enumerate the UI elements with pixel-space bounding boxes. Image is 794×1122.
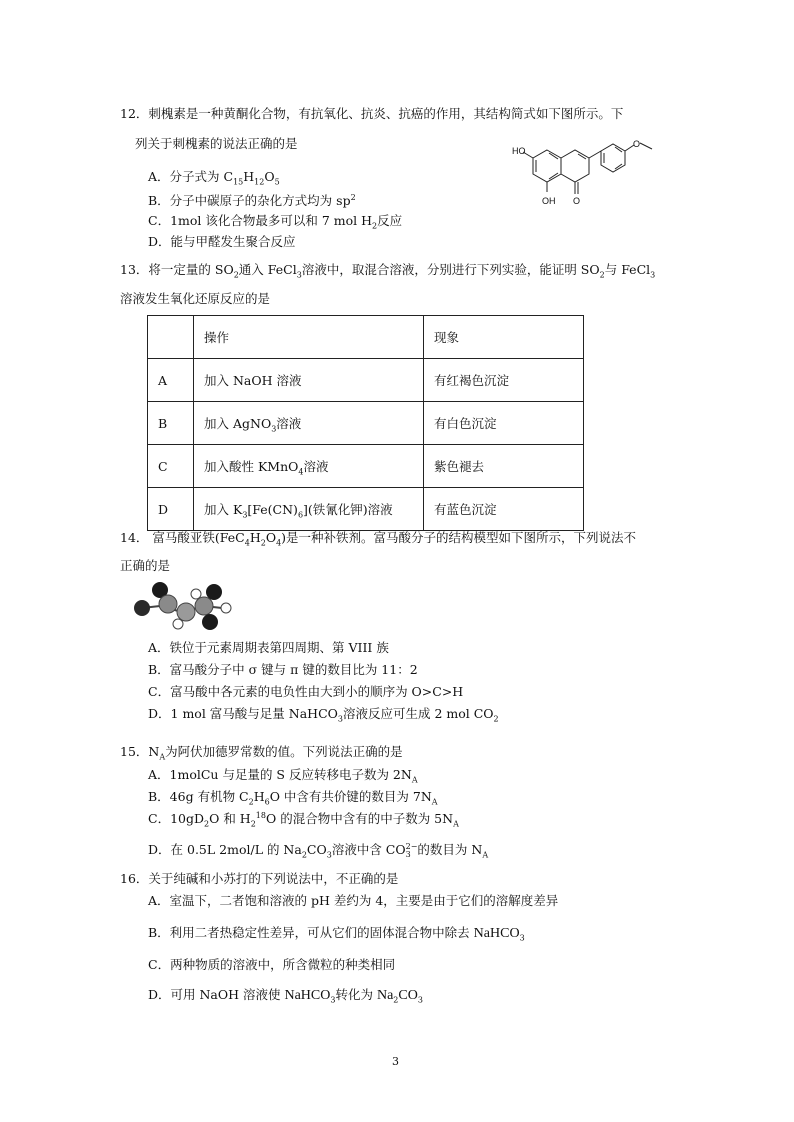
q12-option-a: A．分子式为 $C_{15}H_{12}O_5$	[148, 169, 280, 187]
table-row	[148, 488, 584, 531]
q13-stem-line1: 13．将一定量的 $SO_2$通入 FeCl$_3$溶液中，取混合溶液，分别进行下列实验，能证明 $SO_2$与 FeCl$_3$	[120, 262, 656, 280]
table-row-label: C	[148, 445, 194, 488]
table-row	[148, 445, 584, 488]
q16-option-c: C．两种物质的溶液中，所含微粒的种类相同	[148, 957, 396, 972]
q12-option-c: C．1mol 该化合物最多可以和 7 mol $H_2$反应	[148, 213, 403, 231]
q14-option-a: A．铁位于元素周期表第四周期、第 VIII 族	[148, 640, 389, 655]
table-cell-op: 加入酸性 KMnO$_4$溶液	[194, 445, 424, 488]
q15-stem: 15．$N_A$为阿伏加德罗常数的值。下列说法正确的是	[120, 744, 403, 762]
q16-stem: 16．关于纯碱和小苏打的下列说法中，不正确的是	[120, 871, 399, 886]
q14-option-c: C．富马酸中各元素的电负性由大到小的顺序为 O>C>H	[148, 684, 464, 699]
q14-stem-line2: 正确的是	[120, 558, 171, 573]
table-header-op: 操作	[194, 316, 424, 359]
q14-molecule-model	[128, 578, 238, 636]
table-row-label: D	[148, 488, 194, 531]
table-cell-op: 加入 $K_3[Fe(CN)_6]$(铁氰化钾)溶液	[194, 488, 424, 531]
q14-option-b: B．富马酸分子中 σ 键与 π 键的数目比为 11：2	[148, 662, 418, 677]
table-cell-op: 加入 NaOH 溶液	[194, 359, 424, 402]
q16-option-d: D．可用 NaOH 溶液使 NaHCO$_3$转化为 $Na_2CO_3$	[148, 987, 423, 1005]
q15-option-d: D．在 0.5L 2mol/L 的 $Na_2CO_3$溶液中含 CO 2− 3 的数目为 $N_A$	[148, 841, 489, 860]
table-cell-phen: 有白色沉淀	[424, 402, 584, 445]
q13-stem-line2: 溶液发生氧化还原反应的是	[120, 291, 271, 306]
table-header-phen: 现象	[424, 316, 584, 359]
q12-stem-line1: 12．刺槐素是一种黄酮化合物，有抗氧化、抗炎、抗癌的作用，其结构简式如下图所示。下	[120, 106, 624, 121]
q12-label-ho: HO	[512, 146, 526, 156]
q15-option-c: C．$10gD_2O$ 和 $H_2^{18}O$ 的混合物中含有的中子数为 $5N_A$	[148, 810, 459, 829]
table-row-label: A	[148, 359, 194, 402]
q12-label-o-methoxy: O	[633, 139, 641, 149]
page-number: 3	[392, 1055, 399, 1068]
table-row-label: B	[148, 402, 194, 445]
table-cell-phen: 有蓝色沉淀	[424, 488, 584, 531]
table-cell-op: 加入 AgNO$_3$溶液	[194, 402, 424, 445]
q12-label-oh: OH	[542, 196, 556, 206]
q15-option-b: B．46g 有机物 $C_2H_6O$ 中含有共价键的数目为 $7N_A$	[148, 789, 438, 807]
q14-stem-line1: 14． 富马酸亚铁$(FeC_4H_2O_4)$是一种补铁剂。富马酸分子的结构模型如下图所示，下列说法不	[120, 530, 637, 548]
table-cell-empty	[148, 316, 194, 359]
q16-option-b: B．利用二者热稳定性差异，可从它们的固体混合物中除去 NaHCO$_3$	[148, 925, 525, 943]
table-cell-phen: 有红褐色沉淀	[424, 359, 584, 402]
q15-option-a: A．1molCu 与足量的 S 反应转移电子数为 $2N_A$	[148, 767, 418, 785]
q16-option-a: A．室温下，二者饱和溶液的 pH 差约为 4，主要是由于它们的溶解度差异	[148, 893, 559, 908]
q14-option-d: D．1 mol 富马酸与足量 NaHCO$_3$溶液反应可生成 2 mol $CO_2$	[148, 706, 499, 724]
q13-table	[147, 315, 584, 531]
table-row	[148, 316, 584, 359]
table-row	[148, 402, 584, 445]
q12-structure-diagram	[512, 128, 672, 208]
table-row	[148, 359, 584, 402]
table-cell-phen: 紫色褪去	[424, 445, 584, 488]
q12-label-o-carbonyl: O	[573, 196, 581, 206]
q12-option-d: D．能与甲醛发生聚合反应	[148, 234, 296, 249]
q12-stem-line2: 列关于刺槐素的说法正确的是	[135, 136, 298, 151]
q12-option-b: B．分子中碳原子的杂化方式均为 $sp^2$	[148, 192, 356, 208]
